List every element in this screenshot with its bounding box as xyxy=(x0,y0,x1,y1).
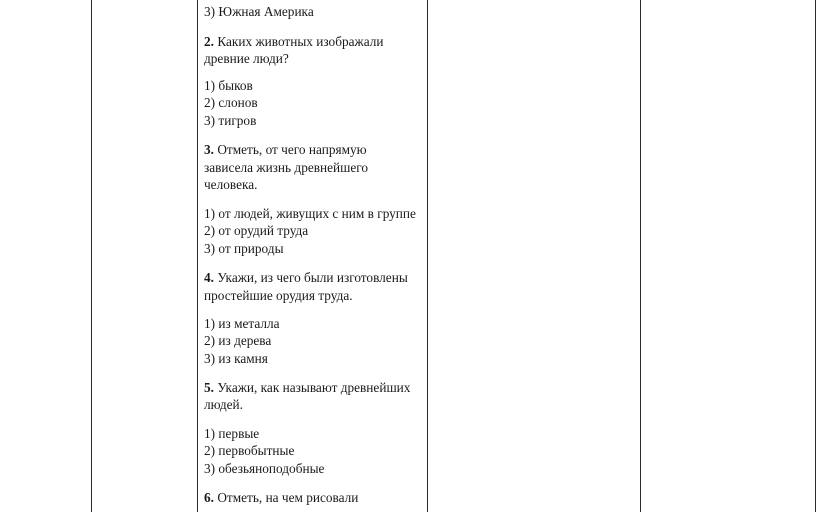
answer-option: 2) слонов xyxy=(204,95,258,110)
question-4-line-2: простейшие орудия труда. xyxy=(204,288,353,303)
question-6-line-1: 6. Отметь, на чем рисовали xyxy=(204,490,359,505)
question-3-line-1: 3. Отметь, от чего напрямую xyxy=(204,142,367,157)
column-border-3 xyxy=(427,0,428,512)
column-border-2 xyxy=(197,0,198,512)
question-5-line-2: людей. xyxy=(204,397,244,412)
answer-option: 1) быков xyxy=(204,78,253,93)
column-border-4 xyxy=(640,0,641,512)
column-border-1 xyxy=(91,0,92,512)
answer-option: 1) из металла xyxy=(204,316,280,331)
answer-option: 2) из дерева xyxy=(204,333,272,348)
question-number: 3. xyxy=(204,142,214,157)
question-3-line-2: зависела жизнь древнейшего xyxy=(204,160,369,175)
answer-option: 3) тигров xyxy=(204,113,257,128)
answer-option: 2) первобытные xyxy=(204,443,295,458)
question-number: 5. xyxy=(204,380,214,395)
question-2-line-1: 2. Каких животных изображали xyxy=(204,34,384,49)
answer-option: 3) обезьяноподобные xyxy=(204,461,325,476)
answer-option: 3) от природы xyxy=(204,241,284,256)
question-number: 4. xyxy=(204,270,214,285)
answer-option: 1) первые xyxy=(204,426,260,441)
question-4-line-1: 4. Укажи, из чего были изготовлены xyxy=(204,270,408,285)
answer-option: 3) из камня xyxy=(204,351,268,366)
answer-option: 2) от орудий труда xyxy=(204,223,309,238)
question-5-line-1: 5. Укажи, как называют древнейших xyxy=(204,380,411,395)
question-number: 6. xyxy=(204,490,214,505)
question-2-line-2: древние люди? xyxy=(204,51,289,66)
answer-option: 1) от людей, живущих с ним в группе xyxy=(204,206,416,221)
question-number: 2. xyxy=(204,34,214,49)
answer-option: 3) Южная Америка xyxy=(204,4,314,19)
question-3-line-3: человека. xyxy=(204,177,258,192)
